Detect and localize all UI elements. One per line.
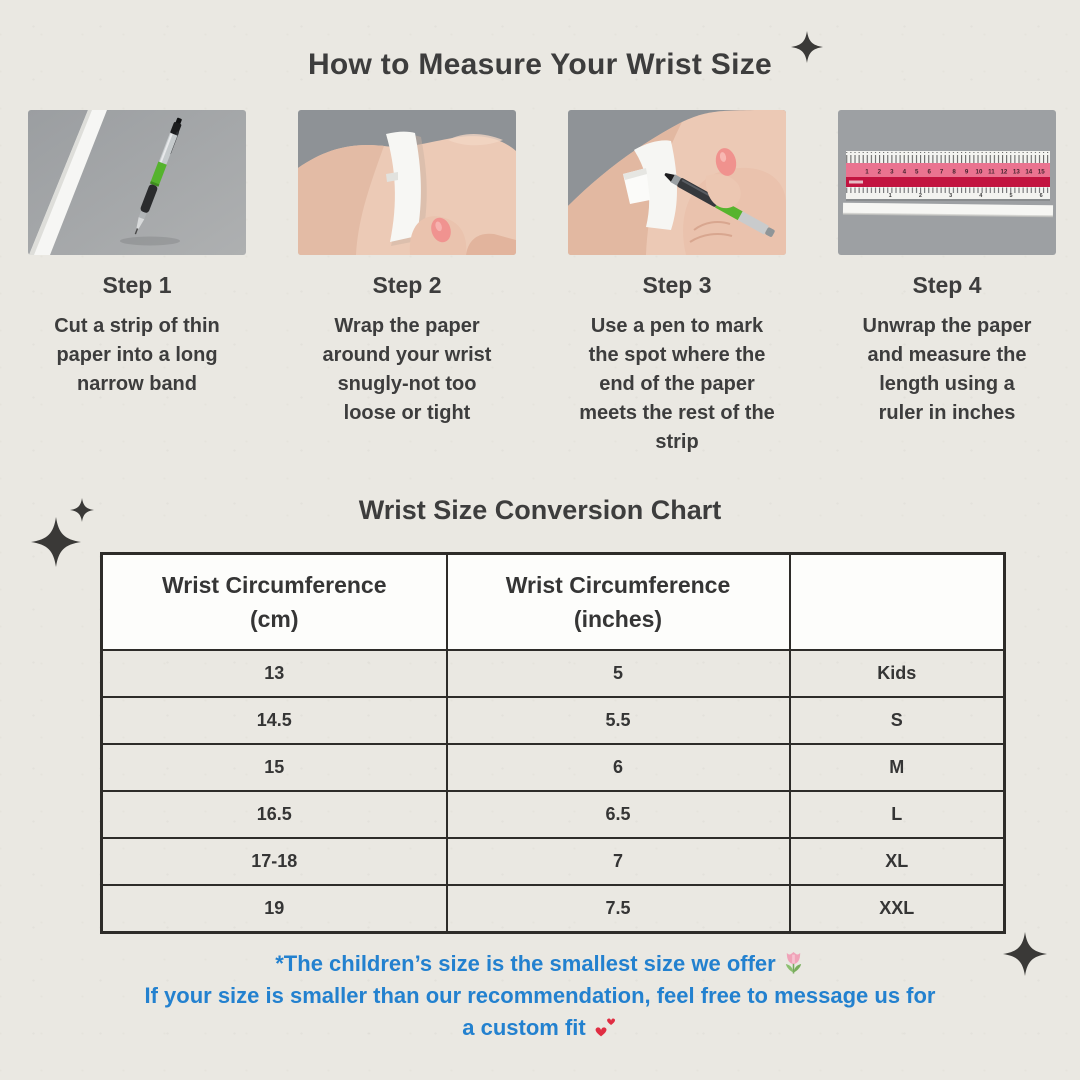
step3-photo-marking-with-pen [568,110,786,255]
step4-label: Step 4 [912,272,982,298]
sparkle-icon [791,30,823,64]
size-value: Kids [790,650,1005,697]
cm-value: 17-18 [102,838,447,885]
steps-row [28,110,1056,457]
cm-value: 15 [102,744,447,791]
step2-photo-wrapped-wrist [298,110,516,255]
cm-value: 19 [102,885,447,933]
svg-text:9: 9 [964,168,969,176]
svg-text:5: 5 [1009,193,1013,199]
header-cm: Wrist Circumference (cm) [102,554,447,651]
pink-ruler [846,151,1050,201]
footnote-line-3: a custom fit [0,1012,1080,1044]
svg-text:3: 3 [949,193,953,199]
step-1 [28,110,246,457]
size-value: XL [790,838,1005,885]
svg-text:5: 5 [915,168,919,176]
inches-value: 6 [447,744,790,791]
sparkle-icon [1003,931,1047,977]
svg-text:3: 3 [890,168,894,176]
step-2 [298,110,516,457]
table-header-row [102,554,1005,651]
table-row [102,650,1005,697]
step-4 [838,110,1056,457]
svg-text:1: 1 [888,193,892,199]
inches-value: 5 [447,650,790,697]
wrist-size-conversion-table [100,552,1006,934]
svg-text:13: 13 [1012,168,1020,176]
cm-value: 14.5 [102,697,447,744]
svg-text:4: 4 [902,168,907,176]
svg-text:2: 2 [918,193,922,199]
svg-text:8: 8 [952,168,956,176]
tulip-emoji-icon [782,950,805,975]
page-title: How to Measure Your Wrist Size [307,48,773,81]
step1-description: Cut a strip of thin paper into a long narrow band [54,315,220,395]
svg-text:2: 2 [877,168,882,176]
header-inches: Wrist Circumference (inches) [447,554,790,651]
step4-description: Unwrap the paper and measure the length using a ruler in inches [862,315,1032,424]
inches-value: 7 [447,838,790,885]
footnote-line-1: *The children’s size is the smallest size we offer [0,948,1080,980]
table-row [102,885,1005,933]
conversion-chart-heading: Wrist Size Conversion Chart [358,495,722,525]
table-row [102,697,1005,744]
step1-photo-paper-and-pencil [28,110,246,255]
size-value: L [790,791,1005,838]
table-row [102,744,1005,791]
step2-description: Wrap the paper around your wrist snugly-not too loose or tight [322,315,492,424]
step2-label: Step 2 [372,272,442,298]
svg-text:1: 1 [865,168,869,176]
size-value: S [790,697,1005,744]
svg-text:14: 14 [1025,168,1033,176]
svg-text:12: 12 [1000,168,1008,176]
paper-strip [843,203,1053,218]
size-value: XXL [790,885,1005,933]
step4-photo-ruler [838,110,1056,255]
sparkle-icon [29,517,83,567]
svg-text:11: 11 [988,168,995,176]
table-row [102,791,1005,838]
footnote [0,948,1080,1044]
svg-text:6: 6 [1039,193,1043,199]
step1-label: Step 1 [102,272,172,298]
inches-value: 7.5 [447,885,790,933]
cm-value: 13 [102,650,447,697]
svg-text:7: 7 [939,168,944,176]
svg-text:4: 4 [979,193,983,199]
svg-text:6: 6 [927,168,931,176]
footnote-line-2: If your size is smaller than our recommendation, feel free to message us for [144,983,936,1008]
inches-value: 6.5 [447,791,790,838]
cm-value: 16.5 [102,791,447,838]
header-size-empty [790,554,1005,651]
inches-value: 5.5 [447,697,790,744]
svg-text:10: 10 [975,168,983,176]
two-hearts-emoji-icon [592,1017,618,1039]
step3-description: Use a pen to mark the spot where the end of the paper meets the rest of the strip [579,315,775,453]
size-value: M [790,744,1005,791]
svg-text:15: 15 [1037,168,1045,176]
step-3 [568,110,786,457]
table-row [102,838,1005,885]
step3-label: Step 3 [642,272,712,298]
